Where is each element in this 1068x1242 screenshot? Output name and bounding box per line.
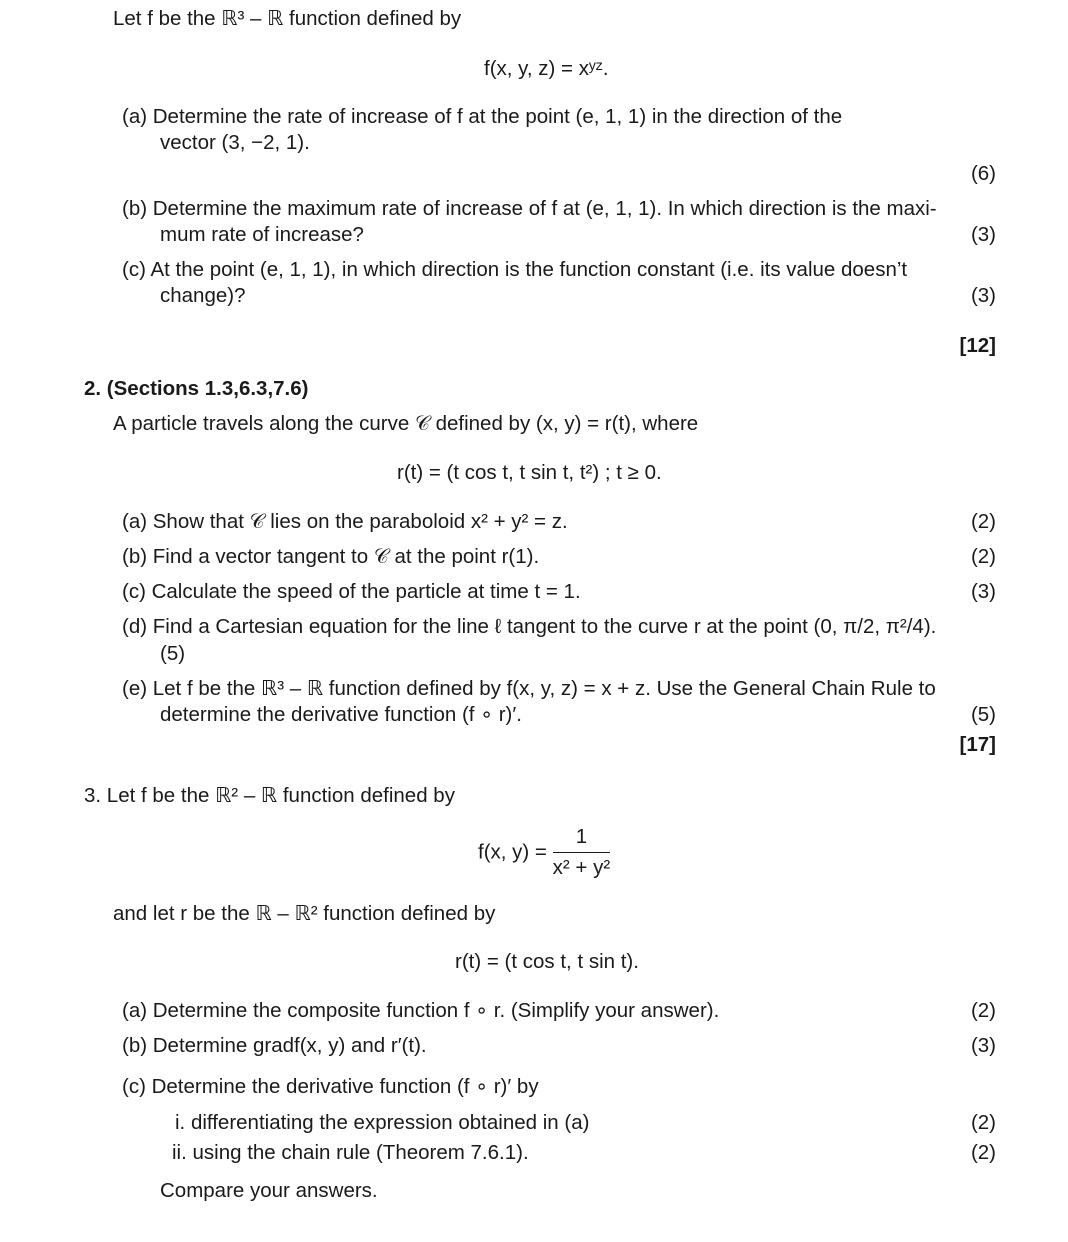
- q2-part-e-line2: determine the derivative function (f ∘ r)′.: [160, 703, 522, 726]
- q1-part-c-marks: (3): [970, 284, 996, 307]
- q2-equation: r(t) = (t cos t, t sin t, t²) ; t ≥ 0.: [397, 461, 662, 484]
- q3-equation-numerator: 1: [553, 824, 611, 853]
- q1-intro: Let f be the ℝ³ – ℝ function defined by: [113, 7, 462, 30]
- q1-part-a-line2: vector (3, −2, 1).: [160, 131, 310, 154]
- q3-part-c-ii-marks: (2): [970, 1141, 996, 1164]
- q2-heading: 2. (Sections 1.3,6.3,7.6): [84, 377, 309, 400]
- q1-part-c-line1: (c) At the point (e, 1, 1), in which direction is the function constant (i.e. its value doesn’t: [122, 258, 908, 281]
- q3-part-c: (c) Determine the derivative function (f ∘ r)′ by: [122, 1075, 539, 1098]
- q2-part-e-line1: (e) Let f be the ℝ³ – ℝ function defined by f(x, y, z) = x + z. Use the General Chain Rule to: [122, 677, 936, 700]
- q2-part-a: (a) Show that 𝒞 lies on the paraboloid x² + y² = z.: [122, 510, 568, 533]
- q3-part-c-i: i. differentiating the expression obtained in (a): [175, 1111, 590, 1134]
- q1-part-a-line1: (a) Determine the rate of increase of f at the point (e, 1, 1) in the direction of the: [122, 105, 843, 128]
- q3-intro2: and let r be the ℝ – ℝ² function defined by: [113, 902, 496, 925]
- q1-part-b-line1: (b) Determine the maximum rate of increase of f at (e, 1, 1). In which direction is the maxi-: [122, 197, 937, 220]
- q3-compare: Compare your answers.: [160, 1179, 378, 1202]
- q3-intro: 3. Let f be the ℝ² – ℝ function defined by: [84, 784, 455, 807]
- q1-part-c-line2: change)?: [160, 284, 246, 307]
- q3-part-b-marks: (3): [970, 1034, 996, 1057]
- q3-part-c-i-marks: (2): [970, 1111, 996, 1134]
- q2-part-d-marks: (5): [160, 642, 186, 665]
- q3-part-b: (b) Determine gradf(x, y) and r′(t).: [122, 1034, 427, 1057]
- q3-part-a: (a) Determine the composite function f ∘ r. (Simplify your answer).: [122, 999, 720, 1022]
- q2-part-a-marks: (2): [970, 510, 996, 533]
- q2-part-b-marks: (2): [970, 545, 996, 568]
- q3-equation: [478, 824, 610, 880]
- q2-part-b: (b) Find a vector tangent to 𝒞 at the point r(1).: [122, 545, 540, 568]
- q1-part-b-line2: mum rate of increase?: [160, 223, 364, 246]
- q3-equation-lhs: f(x, y) =: [478, 840, 547, 864]
- q3-part-c-ii: ii. using the chain rule (Theorem 7.6.1).: [172, 1141, 529, 1164]
- q1-total-marks: [12]: [959, 334, 996, 357]
- q3-equation-fraction: [553, 824, 611, 880]
- q2-part-d-line1: (d) Find a Cartesian equation for the line ℓ tangent to the curve r at the point (0, π/2, π²/4).: [122, 615, 937, 638]
- q1-equation: f(x, y, z) = xʸᶻ.: [484, 57, 609, 80]
- q2-total-marks: [17]: [959, 733, 996, 756]
- q1-part-b-marks: (3): [970, 223, 996, 246]
- q3-equation-denominator: x² + y²: [552, 855, 611, 879]
- q3-part-a-marks: (2): [970, 999, 996, 1022]
- q2-part-e-marks: (5): [970, 703, 996, 726]
- q3-equation2: r(t) = (t cos t, t sin t).: [455, 950, 639, 973]
- q1-part-a-marks: (6): [970, 162, 996, 185]
- q2-part-c-marks: (3): [970, 580, 996, 603]
- q2-intro: A particle travels along the curve 𝒞 defined by (x, y) = r(t), where: [113, 412, 699, 435]
- q2-part-c: (c) Calculate the speed of the particle at time t = 1.: [122, 580, 581, 603]
